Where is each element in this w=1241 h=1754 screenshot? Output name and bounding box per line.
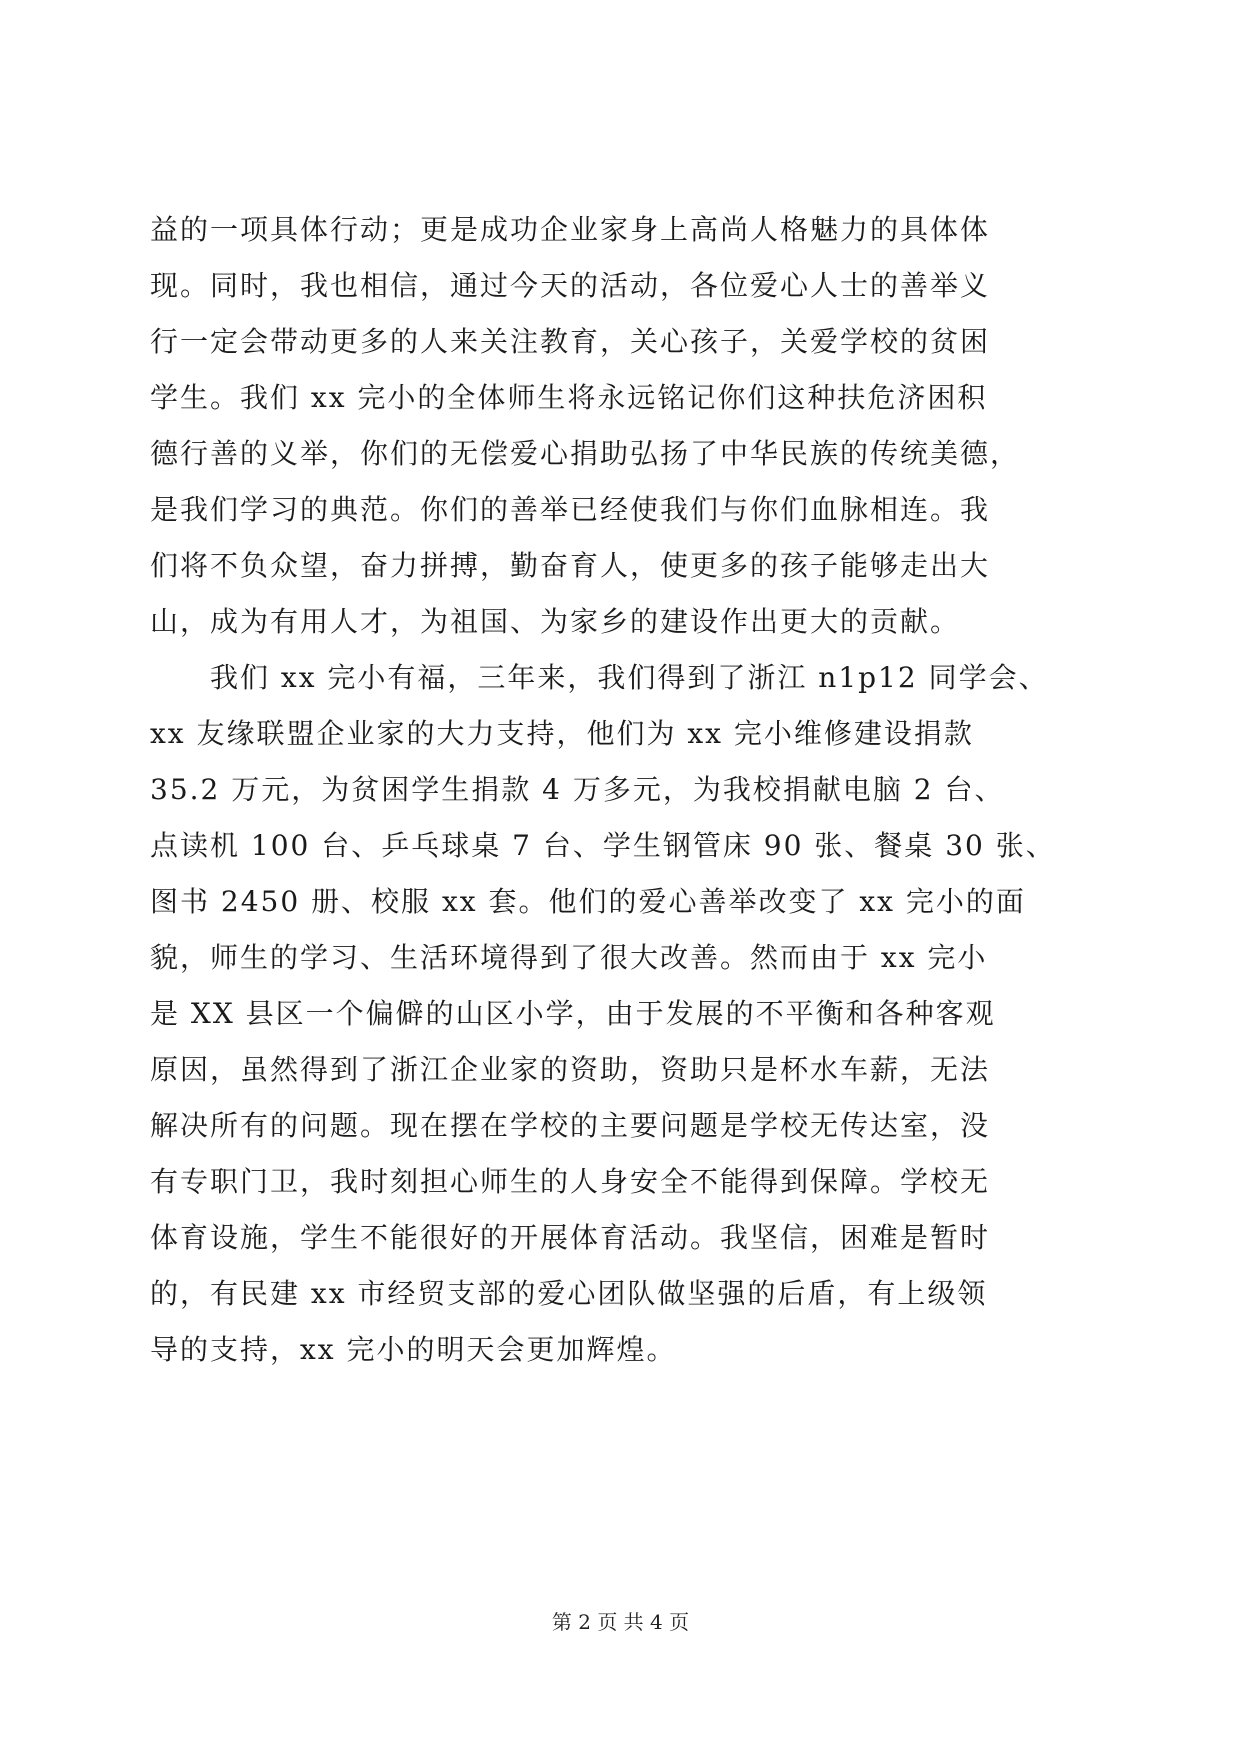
page-number-footer: 第 2 页 共 4 页 [551, 1610, 690, 1634]
text-line: 解决所有的问题。现在摆在学校的主要问题是学校无传达室，没 [150, 1109, 991, 1142]
text-line: 德行善的义举，你们的无偿爱心捐助弘扬了中华民族的传统美德， [150, 437, 1021, 470]
text-line: xx 友缘联盟企业家的大力支持，他们为 xx 完小维修建设捐款 [150, 717, 974, 750]
text-line: 35.2 万元，为贫困学生捐款 4 万多元，为我校捐献电脑 2 台、 [150, 773, 1005, 806]
text-line: 们将不负众望，奋力拼搏，勤奋育人，使更多的孩子能够走出大 [150, 549, 991, 582]
text-line: 我们 xx 完小有福，三年来，我们得到了浙江 n1p12 同学会、 [210, 661, 1049, 694]
text-line: 图书 2450 册、校服 xx 套。他们的爱心善举改变了 xx 完小的面 [150, 885, 1026, 918]
text-line: 导的支持，xx 完小的明天会更加辉煌。 [150, 1333, 677, 1366]
text-line: 是我们学习的典范。你们的善举已经使我们与你们血脉相连。我 [150, 493, 991, 526]
text-line: 体育设施，学生不能很好的开展体育活动。我坚信，困难是暂时 [150, 1221, 991, 1254]
text-line: 益的一项具体行动；更是成功企业家身上高尚人格魅力的具体体 [150, 213, 991, 246]
text-line: 貌，师生的学习、生活环境得到了很大改善。然而由于 xx 完小 [150, 941, 988, 974]
text-line: 现。同时，我也相信，通过今天的活动，各位爱心人士的善举义 [150, 269, 991, 302]
text-line: 原因，虽然得到了浙江企业家的资助，资助只是杯水车薪，无法 [150, 1053, 991, 1086]
text-line: 是 XX 县区一个偏僻的山区小学，由于发展的不平衡和各种客观 [150, 997, 996, 1030]
text-line: 有专职门卫，我时刻担心师生的人身安全不能得到保障。学校无 [150, 1165, 991, 1198]
text-line: 点读机 100 台、乒乓球桌 7 台、学生钢管床 90 张、餐桌 30 张、 [150, 829, 1056, 862]
text-line: 行一定会带动更多的人来关注教育，关心孩子，关爱学校的贫困 [150, 325, 991, 358]
text-line: 学生。我们 xx 完小的全体师生将永远铭记你们这种扶危济困积 [150, 381, 988, 414]
text-line: 的，有民建 xx 市经贸支部的爱心团队做坚强的后盾，有上级领 [150, 1277, 988, 1310]
text-line: 山，成为有用人才，为祖国、为家乡的建设作出更大的贡献。 [150, 605, 961, 638]
